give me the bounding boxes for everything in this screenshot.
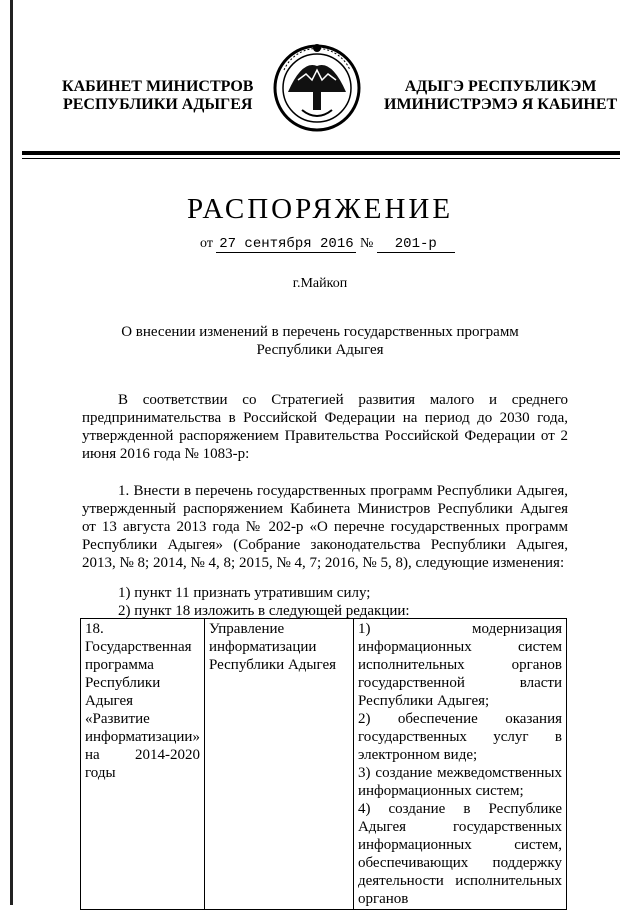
preamble-paragraph: В соответствии со Стратегией развития малого и среднего предпринимательства в Российской Федерации на период до 2030 года, утвержденной распоряжением Правительства Российской Федерации от 2 июня 2016 года № 1083-р: bbox=[82, 392, 568, 462]
document-date: 27 сентября 2016 bbox=[216, 236, 356, 253]
document-title: РАСПОРЯЖЕНИЕ bbox=[186, 193, 454, 225]
letterhead-left bbox=[62, 78, 253, 114]
document-city: г.Майкоп bbox=[292, 276, 348, 291]
responsible-body-cell: Управление информатизации Республики Адыгея bbox=[204, 619, 353, 910]
letterhead-left-line1: КАБИНЕТ МИНИСТРОВ bbox=[62, 78, 254, 95]
letterhead-right-line2: ИМИНИСТРЭМЭ Я КАБИНЕТ bbox=[384, 96, 618, 113]
number-prefix: № bbox=[359, 236, 374, 251]
program-name-cell: 18. Государственная программа Республики Адыгея «Развитие информатизации» на 2014-2020 годы bbox=[81, 619, 205, 910]
letterhead-left-line2: РЕСПУБЛИКИ АДЫГЕЯ bbox=[62, 96, 253, 113]
date-number-line bbox=[200, 236, 455, 253]
header-rule-thin bbox=[22, 158, 620, 159]
subitem-1: 1) пункт 11 признать утратившим силу; bbox=[118, 585, 371, 601]
subject-line2: Республики Адыгея bbox=[256, 342, 384, 358]
subject-line1: О внесении изменений в перечень государственных программ bbox=[121, 324, 519, 340]
objectives-cell bbox=[353, 619, 566, 910]
objective-item: 1) модернизация информационных систем исполнительных органов государственной власти Республики Адыгея; bbox=[357, 621, 562, 709]
objective-item: 4) создание в Республике Адыгея государственных информационных систем, обеспечивающих поддержку деятельности исполнительных органов bbox=[357, 801, 562, 907]
coat-of-arms-emblem-icon bbox=[272, 40, 362, 136]
letterhead-right bbox=[384, 78, 617, 114]
objective-item: 3) создание межведомственных информационных систем; bbox=[357, 765, 562, 799]
document-number: 201-р bbox=[377, 236, 455, 253]
document-subject bbox=[100, 323, 540, 359]
letterhead-right-line1: АДЫГЭ РЕСПУБЛИКЭМ bbox=[404, 78, 597, 95]
table-row bbox=[81, 619, 567, 910]
date-prefix: от bbox=[200, 236, 213, 251]
header-rule-thick bbox=[22, 151, 620, 155]
objective-item: 2) обеспечение оказания государственных услуг в электронном виде; bbox=[357, 711, 562, 763]
program-table bbox=[80, 618, 567, 910]
subitem-2: 2) пункт 18 изложить в следующей редакции: bbox=[118, 603, 410, 619]
clause-1-paragraph: 1. Внести в перечень государственных программ Республики Адыгея, утвержденный распоряжением Кабинета Министров Республики Адыгея от 13 августа 2013 года № 202-р «О перечне государственных программ Республики Адыгея» (Собрание законодательства Республики Адыгея, 2013, № 8; 2014, № 4, 8; 2015, № 4, 7; 2016, № 5, 8), следующие изменения: bbox=[82, 483, 568, 571]
